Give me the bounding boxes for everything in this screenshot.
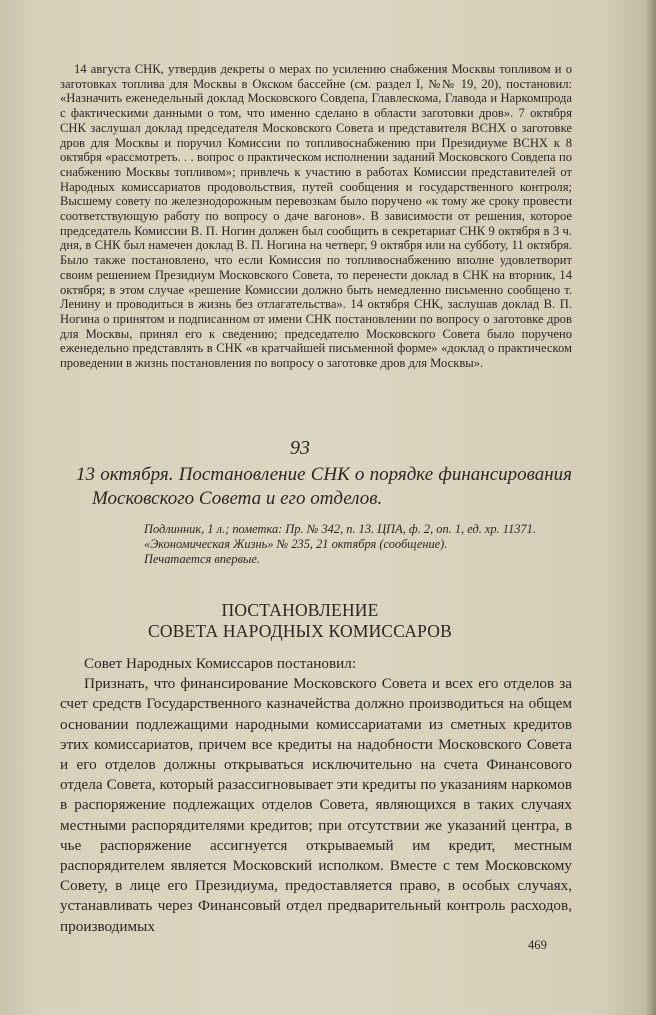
source-note [114,522,572,567]
source-publication-line: «Экономическая Жизнь» № 235, 21 октября (сообщение). [144,537,448,551]
resolution-title [0,600,600,642]
page-edge-shadow [646,0,656,1015]
intro-paragraph: 14 августа СНК, утвердив декреты о мерах по усилению снабжения Москвы топливом и о заготовках топлива для Москвы в Окском бассейне (см. раздел I, №№ 19, 20), постановил: «Назначить еженедельный доклад Московского Совдепа, Главлескома, Главода и Наркомпрода с фактическими данными о том, что именно сделано в области заготовки дров». 7 октября СНК заслушал доклад председателя Московского Совета и представителя ВСНХ о заготовке дров для Москвы и поручил Комиссии по топливоснабжению при Президиуме ВСНХ к 8 октября «рассмотреть. . . вопрос о практическом исполнении заданий Московского Совдепа по снабжению Москвы топливом»; привлечь к участию в работах Комиссии представителей от Народных комиссариатов продовольствия, путей сообщения и государственного контроля; Высшему совету по железнодорожным перевозкам было поручено «к тому же сроку провести соответствующую работу по вопросу о даче вагонов». В зависимости от решения, которое председатель Комиссии В. П. Ногин должен был сообщить в секретариат СНК 9 октября в 3 ч. дня, в СНК был намечен доклад В. П. Ногина на четверг, 9 октября или на субботу, 11 октября. Было также постановлено, что если Комиссия по топливоснабжению вполне удовлетворит своим решением Президиум Московского Совета, то перенести доклад в СНК на вторник, 14 октября; в этом случае «решение Комиссии должно быть немедленно письменно сообщено т. Ленину и проводиться в жизнь без отлагательства». 14 октября СНК, заслушав доклад В. П. Ногина о принятом и подписанном от имени СНК постановлении по вопросу о заготовке дров для Москвы, принял его к сведению; председателю Московского Совета было поручено еженедельно представлять в СНК «в кратчайшей письменной форме» «доклад о практическом проведении в жизнь постановления по вопросу о заготовке дров для Москвы». [60,62,572,371]
resolution-title-line2: СОВЕТА НАРОДНЫХ КОМИССАРОВ [148,621,452,641]
source-archive-line: Подлинник, 1 л.; пометка: Пр. № 342, п. 13. ЦПА, ф. 2, оп. 1, ед. хр. 11371. [144,522,536,536]
source-status-line: Печатается впервые. [144,552,260,566]
resolution-text: Признать, что финансирование Московского Совета и всех его отделов за счет средств Государственного казначейства должно производиться на общем основании подлежащими народными комиссариатами из сметных кредитов этих комиссариатов, причем все кредиты на надобности Московского Совета и его отделов должны открываться исключительно на счета Финансового отдела Совета, который разассигновывает эти кредиты по указаниям наркомов в распоряжение подлежащих отделов Совета, являющихся в таких случаях местными распорядителями кредитов; при отсутствии же указаний центра, в чье распоряжение ассигнуется открываемый им кредит, местным распорядителем является Московский исполком. Вместе с тем Московскому Совету, в лице его Президиума, предоставляется право, в особых случаях, устанавливать через Финансовый отдел предварительный контроль расходов, производимых [60,675,572,935]
document-heading: 13 октября. Постановление СНК о порядке финансирования Московского Совета и его отделов. [76,464,572,509]
resolution-body [60,654,572,937]
resolution-title-line1: ПОСТАНОВЛЕНИЕ [221,600,379,620]
page-number: 469 [528,938,547,952]
resolution-opening: Совет Народных Комиссаров постановил: [84,655,357,672]
document-number: 93 [290,437,310,459]
